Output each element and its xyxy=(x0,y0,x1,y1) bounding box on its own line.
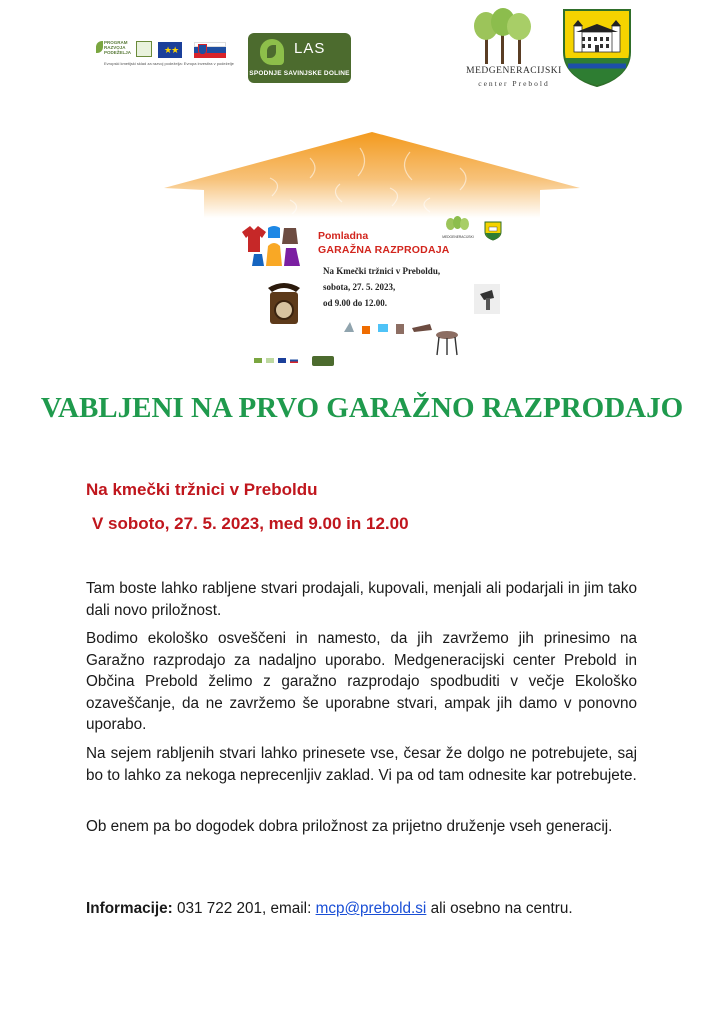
small-items-icon xyxy=(340,318,436,338)
paragraph-social: Ob enem pa bo dogodek dobra priložnost za prijetno druženje vseh generacij. xyxy=(86,818,613,835)
las-logo-subtitle: SPODNJE SAVINJSKE DOLINE xyxy=(249,70,350,77)
poster-coat-of-arms xyxy=(484,221,502,241)
leaf-icon xyxy=(96,41,103,53)
stool-icon xyxy=(434,330,460,356)
email-link[interactable]: mcp@prebold.si xyxy=(315,900,427,917)
paragraph-fair: Na sejem rabljenih stvari lahko prinesete vse, česar že dolgo ne potrebujete, saj bo to lahko za nekoga neprecenljiv zaklad. Vi pa od tam odnesite kar potrebujete. xyxy=(86,745,637,784)
mcp-logo-subtitle: center Prebold xyxy=(478,79,550,88)
poster-mcp-logo xyxy=(440,218,476,248)
medgeneracijski-center-logo xyxy=(466,8,562,92)
paragraph-ecology: Bodimo ekološko osveščeni in namesto, da jih zavržemo jih prinesimo na Garažno razprodajo za nadaljno uporabo. Medgeneracijski center Prebold in Občina Prebold želimo z garažno razprodajo spodbuditi v večje Ekološko ozaveščanje, da ne zavržemo še uporabne stvari, ampak jih damo v ponovno uporabo. xyxy=(86,630,637,733)
poster-title-line2: GARAŽNA RAZPRODAJA xyxy=(318,244,450,256)
event-date: V soboto, 27. 5. 2023, med 9.00 in 12.00 xyxy=(92,514,409,533)
contact-info xyxy=(86,900,573,918)
mcp-logo-name: MEDGENERACIJSKI xyxy=(466,66,562,76)
page-title: VABLJENI NA PRVO GARAŽNO RAZPRODAJO xyxy=(40,392,684,424)
poster-location: Na Kmečki tržnici v Preboldu, xyxy=(323,266,441,276)
eu-flag-icon: ★★ xyxy=(158,42,182,58)
poster-time: od 9.00 do 12.00. xyxy=(323,298,388,308)
prp-logo-text: PROGRAM RAZVOJA PODEŽELJA xyxy=(104,40,132,55)
poster-mcp-name: MEDGENERACIJSKI xyxy=(442,235,474,239)
clothes-icon xyxy=(240,224,310,268)
info-label: Informacije: xyxy=(86,900,173,917)
paragraph-intro: Tam boste lahko rabljene stvari prodajali, kupovali, menjali ali podarjali in jim tako dali novo priložnost. xyxy=(86,580,637,619)
info-phone: 031 722 201, email: xyxy=(172,900,316,917)
event-location: Na kmečki tržnici v Preboldu xyxy=(86,480,318,499)
info-suffix: ali osebno na centru. xyxy=(426,900,573,917)
las-logo xyxy=(248,33,351,83)
event-poster xyxy=(160,128,584,376)
poster-title-line1: Pomladna xyxy=(318,230,369,242)
hair-dryer-icon xyxy=(472,282,502,316)
prebold-coat-of-arms xyxy=(562,8,632,88)
las-leaf-icon xyxy=(260,39,284,65)
poster-date: sobota, 27. 5. 2023, xyxy=(323,282,396,292)
prp-logo-caption: Evropski kmetijski sklad za razvoj podeželja: Evropa investira v podeželje xyxy=(104,61,234,66)
antique-phone-icon xyxy=(266,278,302,326)
program-razvoja-podezelja-logo xyxy=(96,38,236,74)
eafrd-logo xyxy=(136,41,152,57)
las-logo-title: LAS xyxy=(294,40,326,57)
poster-sponsor-logos xyxy=(250,354,340,368)
tree-icon xyxy=(507,13,531,40)
slovenia-flag-icon xyxy=(194,42,226,58)
